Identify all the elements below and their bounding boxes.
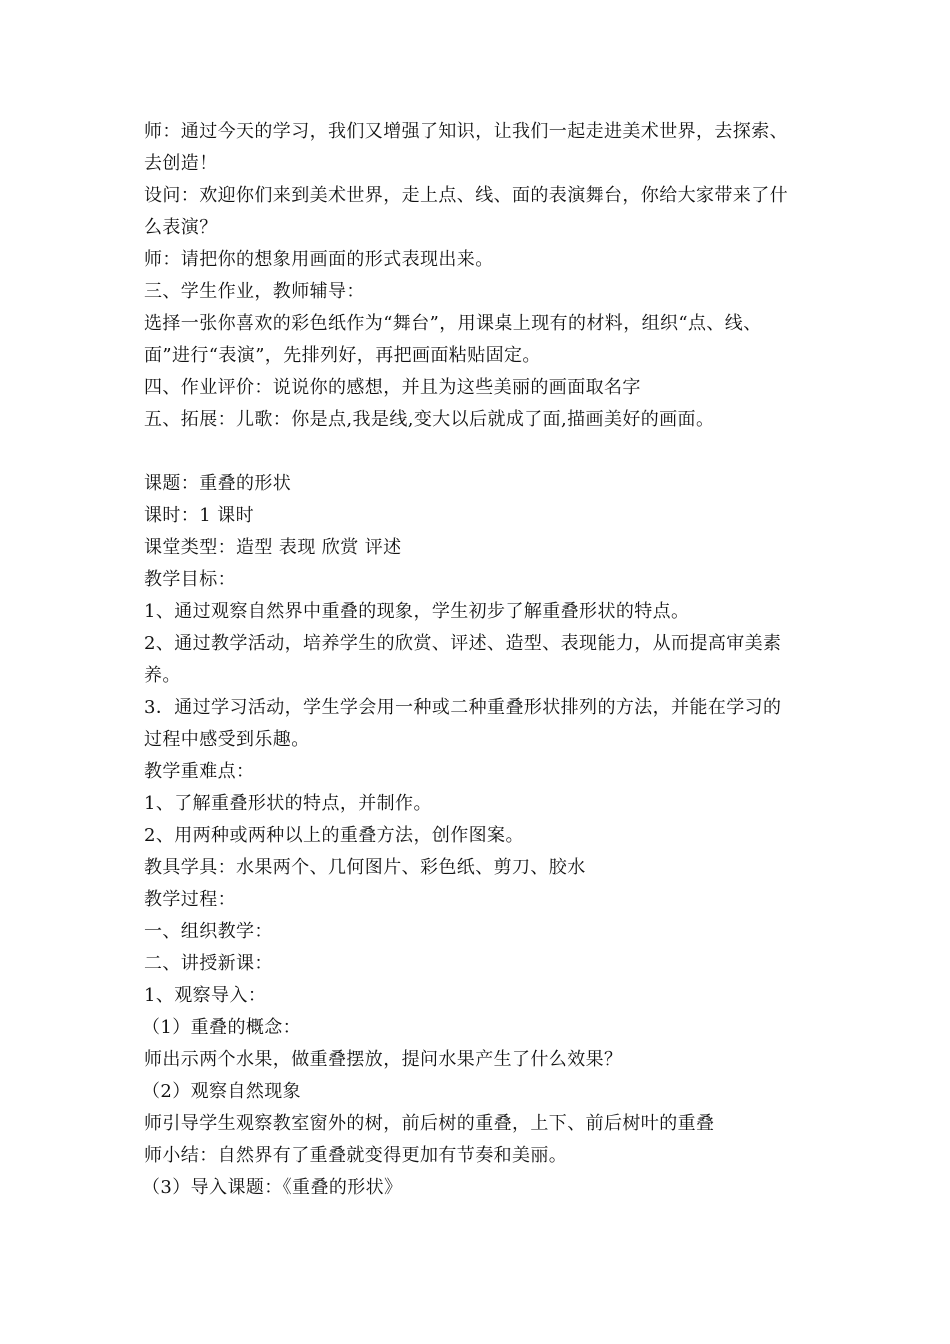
- sub-item: （1）重叠的概念：: [142, 1017, 302, 1038]
- section-heading: 三、学生作业，教师辅导：: [144, 281, 365, 302]
- text-line: 教具学具：水果两个、几何图片、彩色纸、剪刀、胶水: [144, 857, 586, 878]
- list-item: 2、通过教学活动，培养学生的欣赏、评述、造型、表现能力，从而提高审美素: [144, 633, 782, 654]
- section-heading: 二、讲授新课：: [144, 953, 273, 974]
- text-line: 师：请把你的想象用画面的形式表现出来。: [144, 249, 494, 270]
- list-item: 1、观察导入：: [144, 985, 267, 1006]
- text-line: 设问：欢迎你们来到美术世界，走上点、线、面的表演舞台，你给大家带来了什: [144, 185, 788, 206]
- text-line: 师出示两个水果，做重叠摆放，提问水果产生了什么效果？: [144, 1049, 623, 1070]
- section-heading: 教学过程：: [144, 889, 236, 910]
- text-line: 面”进行“表演”，先排列好，再把画面粘贴固定。: [144, 345, 541, 366]
- sub-item: （3）导入课题：《重叠的形状》: [142, 1177, 403, 1198]
- sub-item: （2）观察自然现象: [142, 1081, 302, 1102]
- list-item: 3．通过学习活动，学生学会用一种或二种重叠形状排列的方法，并能在学习的: [144, 697, 782, 718]
- lesson-duration: 课时：1 课时: [144, 505, 254, 526]
- text-line: 么表演？: [144, 217, 218, 238]
- section-heading: 五、拓展：儿歌：你是点,我是线,变大以后就成了面,描画美好的画面。: [144, 409, 715, 430]
- text-line: 选择一张你喜欢的彩色纸作为“舞台”，用课桌上现有的材料，组织“点、线、: [144, 313, 762, 334]
- lesson-title: 课题：重叠的形状: [144, 473, 292, 494]
- lesson-type: 课堂类型：造型 表现 欣赏 评述: [144, 537, 402, 558]
- text-line: 养。: [144, 665, 181, 686]
- list-item: 1、通过观察自然界中重叠的现象，学生初步了解重叠形状的特点。: [144, 601, 690, 622]
- text-line: 师引导学生观察教室窗外的树，前后树的重叠，上下、前后树叶的重叠: [144, 1113, 715, 1134]
- section-heading: 教学重难点：: [144, 761, 255, 782]
- section-heading: 四、作业评价：说说你的感想，并且为这些美丽的画面取名字: [144, 377, 641, 398]
- text-line: 师：通过今天的学习，我们又增强了知识，让我们一起走进美术世界，去探索、: [144, 121, 788, 142]
- section-heading: 教学目标：: [144, 569, 236, 590]
- text-line: 过程中感受到乐趣。: [144, 729, 310, 750]
- list-item: 2、用两种或两种以上的重叠方法，创作图案。: [144, 825, 524, 846]
- text-line: 去创造！: [144, 153, 218, 174]
- document-body: [144, 116, 814, 1204]
- list-item: 1、了解重叠形状的特点，并制作。: [144, 793, 432, 814]
- paragraph-gap: [144, 436, 814, 468]
- text-line: 师小结：自然界有了重叠就变得更加有节奏和美丽。: [144, 1145, 568, 1166]
- section-heading: 一、组织教学：: [144, 921, 273, 942]
